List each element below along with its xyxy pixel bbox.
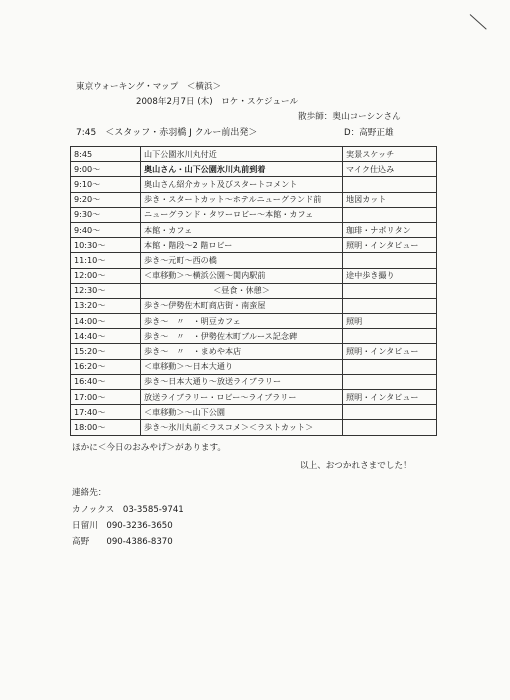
activity-cell: ＜車移動＞～山下公園: [141, 405, 343, 420]
time-cell: 9:30～: [71, 207, 141, 222]
note-cell: 照明・インタビュー: [343, 390, 437, 405]
note-cell: [343, 359, 437, 374]
activity-cell: 歩き～氷川丸前＜ラスコメ＞＜ラストカット＞: [141, 420, 343, 435]
schedule-row: [71, 344, 437, 359]
schedule-row: [71, 238, 437, 253]
souvenir-note: ほかに＜今日のおみやげ＞があります。: [72, 443, 227, 453]
activity-cell: 歩き～ 〃 ・まめや本店: [141, 344, 343, 359]
schedule-row: [71, 253, 437, 268]
note-cell: 途中歩き撮り: [343, 268, 437, 283]
schedule-row: [71, 162, 437, 177]
closing-message: 以上、おつかれさまでした！: [300, 461, 412, 471]
schedule-table: [70, 146, 437, 436]
activity-cell: 本館・カフェ: [141, 222, 343, 237]
time-cell: 16:20～: [71, 359, 141, 374]
schedule-row: [71, 329, 437, 344]
time-cell: 18:00～: [71, 420, 141, 435]
time-cell: 12:30～: [71, 283, 141, 298]
director-name: D：高野正雄: [344, 128, 394, 138]
time-cell: 8:45: [71, 147, 141, 162]
note-cell: 照明・インタビュー: [343, 238, 437, 253]
schedule-row: [71, 207, 437, 222]
activity-cell: ＜車移動＞～横浜公園～関内駅前: [141, 268, 343, 283]
time-cell: 11:10～: [71, 253, 141, 268]
time-cell: 16:40～: [71, 374, 141, 389]
contact-heading: 連絡先：: [72, 488, 107, 498]
note-cell: 照明: [343, 314, 437, 329]
document-title: 東京ウォーキング・マップ ＜横浜＞: [76, 82, 222, 92]
activity-cell: ＜昼食・休憩＞: [141, 283, 343, 298]
activity-cell: 歩き～日本大通り～放送ライブラリー: [141, 374, 343, 389]
schedule-row: [71, 314, 437, 329]
activity-cell: 歩き・スタートカット～ホテルニューグランド前: [141, 192, 343, 207]
time-cell: 17:40～: [71, 405, 141, 420]
schedule-row: [71, 374, 437, 389]
schedule-row: [71, 420, 437, 435]
note-cell: [343, 420, 437, 435]
contact-line: 日留川 090-3236-3650: [72, 521, 173, 531]
schedule-row: [71, 390, 437, 405]
activity-cell: 奥山さん紹介カット及びスタートコメント: [141, 177, 343, 192]
time-cell: 13:20～: [71, 298, 141, 313]
note-cell: 照明・インタビュー: [343, 344, 437, 359]
date-line: 2008年2月7日 (木) ロケ・スケジュール: [136, 97, 299, 107]
time-cell: 9:00～: [71, 162, 141, 177]
activity-cell: 歩き～伊勢佐木町商店街・南蛮屋: [141, 298, 343, 313]
time-cell: 12:00～: [71, 268, 141, 283]
schedule-row: [71, 283, 437, 298]
activity-cell: 歩き～元町～西の橋: [141, 253, 343, 268]
time-cell: 17:00～: [71, 390, 141, 405]
time-cell: 14:40～: [71, 329, 141, 344]
note-cell: 実景スケッチ: [343, 147, 437, 162]
schedule-row: [71, 222, 437, 237]
note-cell: 珈琲・ナポリタン: [343, 222, 437, 237]
activity-cell: 本館・階段～2 階ロビー: [141, 238, 343, 253]
time-cell: 15:20～: [71, 344, 141, 359]
activity-cell: 歩き～ 〃 ・明豆カフェ: [141, 314, 343, 329]
departure-line: 7:45 ＜スタッフ・赤羽橋 J クルー前出発＞: [76, 128, 258, 138]
schedule-row: [71, 359, 437, 374]
note-cell: [343, 283, 437, 298]
schedule-row: [71, 405, 437, 420]
schedule-row: [71, 192, 437, 207]
activity-cell: ＜車移動＞～日本大通り: [141, 359, 343, 374]
schedule-row: [71, 268, 437, 283]
note-cell: [343, 253, 437, 268]
contact-line: カノックス 03-3585-9741: [72, 505, 184, 515]
contact-line: 高野 090-4386-8370: [72, 537, 173, 547]
activity-cell: 歩き～ 〃 ・伊勢佐木町ブルース記念碑: [141, 329, 343, 344]
activity-cell: ニューグランド・タワーロビー～本館・カフェ: [141, 207, 343, 222]
note-cell: [343, 329, 437, 344]
time-cell: 9:40～: [71, 222, 141, 237]
note-cell: [343, 405, 437, 420]
note-cell: [343, 298, 437, 313]
note-cell: [343, 177, 437, 192]
note-cell: マイク仕込み: [343, 162, 437, 177]
activity-cell: 放送ライブラリー・ロビー～ライブラリー: [141, 390, 343, 405]
note-cell: [343, 374, 437, 389]
time-cell: 14:00～: [71, 314, 141, 329]
schedule-row: [71, 298, 437, 313]
schedule-row: [71, 177, 437, 192]
time-cell: 9:10～: [71, 177, 141, 192]
note-cell: 地図カット: [343, 192, 437, 207]
note-cell: [343, 207, 437, 222]
activity-cell: 山下公園氷川丸付近: [141, 147, 343, 162]
time-cell: 10:30～: [71, 238, 141, 253]
schedule-row: [71, 147, 437, 162]
guide-name: 散歩師：奥山コーシンさん: [298, 112, 401, 122]
scan-mark: [470, 14, 487, 29]
activity-cell: 奥山さん・山下公園氷川丸前到着: [141, 162, 343, 177]
time-cell: 9:20～: [71, 192, 141, 207]
